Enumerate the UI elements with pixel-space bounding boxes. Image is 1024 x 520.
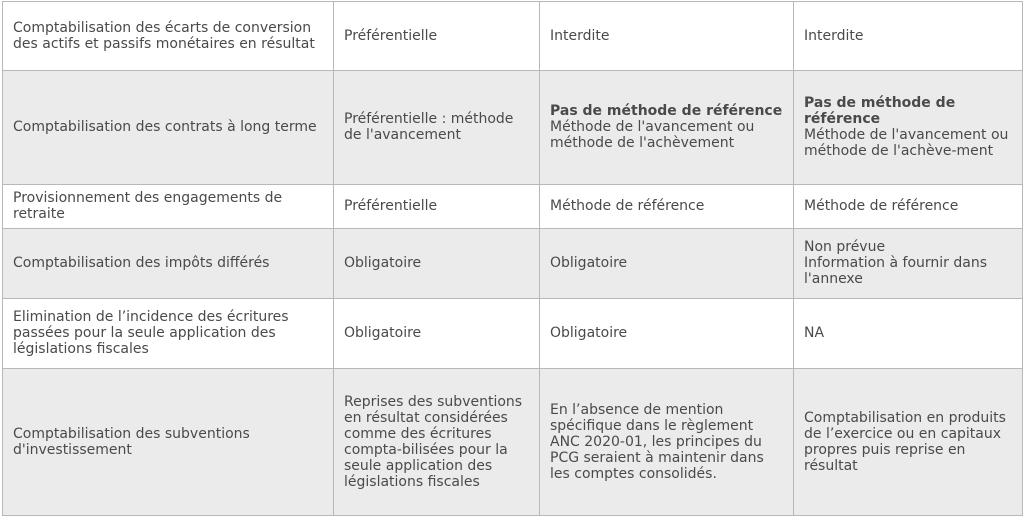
row-topic: Comptabilisation des impôts différés xyxy=(13,255,270,271)
row-topic: Provisionnement des engagements de retraite xyxy=(13,190,283,222)
col2-text: Méthode de référence xyxy=(550,198,705,214)
row-topic-cell xyxy=(3,71,334,185)
table-row xyxy=(3,71,1023,185)
table-row xyxy=(3,229,1023,299)
row-topic: Comptabilisation des écarts de conversion des actifs et passifs monétaires en résultat xyxy=(13,19,315,52)
row-topic: Comptabilisation des contrats à long terme xyxy=(13,119,317,135)
col2-text: Obligatoire xyxy=(550,255,628,271)
col3-cell xyxy=(794,369,1023,516)
col1-text: Obligatoire xyxy=(344,255,422,271)
col3-text: Méthode de référence xyxy=(804,198,959,214)
table-row xyxy=(3,185,1023,229)
col3-cell xyxy=(794,229,1023,299)
table-row xyxy=(3,2,1023,71)
col2-cell xyxy=(540,2,794,71)
col1-cell xyxy=(334,369,540,516)
col2-text: Obligatoire xyxy=(550,325,628,341)
col3-text: Non prévue xyxy=(804,239,886,255)
row-topic-cell xyxy=(3,229,334,299)
col2-cell xyxy=(540,229,794,299)
col2-cell xyxy=(540,185,794,229)
row-topic: Elimination de l’incidence des écritures passées pour la seule application des législations fiscales xyxy=(13,309,289,357)
col1-text: Préférentielle xyxy=(344,198,438,214)
row-topic-cell xyxy=(3,369,334,516)
col3-cell xyxy=(794,71,1023,185)
col3-text: Interdite xyxy=(804,27,864,44)
col3-cell xyxy=(794,299,1023,369)
col2-cell xyxy=(540,71,794,185)
col3-text: Comptabilisation en produits de l’exercice ou en capitaux propres puis reprise en résultat xyxy=(804,409,1006,474)
col1-cell xyxy=(334,71,540,185)
row-topic: Comptabilisation des subventions d'investissement xyxy=(13,425,250,458)
col1-cell xyxy=(334,229,540,299)
col3-cell xyxy=(794,2,1023,71)
row-topic-cell xyxy=(3,299,334,369)
col1-text: Obligatoire xyxy=(344,325,422,341)
col3-heading: Pas de méthode de référence xyxy=(804,95,956,127)
row-topic-cell xyxy=(3,2,334,71)
col2-text: Méthode de l'avancement ou méthode de l'achèvement xyxy=(550,119,755,151)
col2-heading: Pas de méthode de référence xyxy=(550,103,783,119)
col3-text: Méthode de l'avancement ou méthode de l'achève-ment xyxy=(804,127,1009,159)
col3-text: Information à fournir dans l'annexe xyxy=(804,255,987,287)
col3-cell xyxy=(794,185,1023,229)
col1-text: Reprises des subventions en résultat considérées comme des écritures compta-bilisées pour la seule application des législations fiscales xyxy=(344,393,523,490)
col2-cell xyxy=(540,369,794,516)
col1-cell xyxy=(334,299,540,369)
col1-text: Préférentielle : méthode de l'avancement xyxy=(344,111,514,143)
comparison-table xyxy=(2,1,1023,516)
col2-text: En l’absence de mention spécifique dans le règlement ANC 2020-01, les principes du PCG seraient à maintenir dans les comptes consolidés. xyxy=(550,401,764,482)
col2-cell xyxy=(540,299,794,369)
col3-text: NA xyxy=(804,325,825,341)
col1-cell xyxy=(334,185,540,229)
table-row xyxy=(3,299,1023,369)
col1-text: Préférentielle xyxy=(344,27,438,44)
col2-text: Interdite xyxy=(550,27,610,44)
table-row xyxy=(3,369,1023,516)
row-topic-cell xyxy=(3,185,334,229)
col1-cell xyxy=(334,2,540,71)
